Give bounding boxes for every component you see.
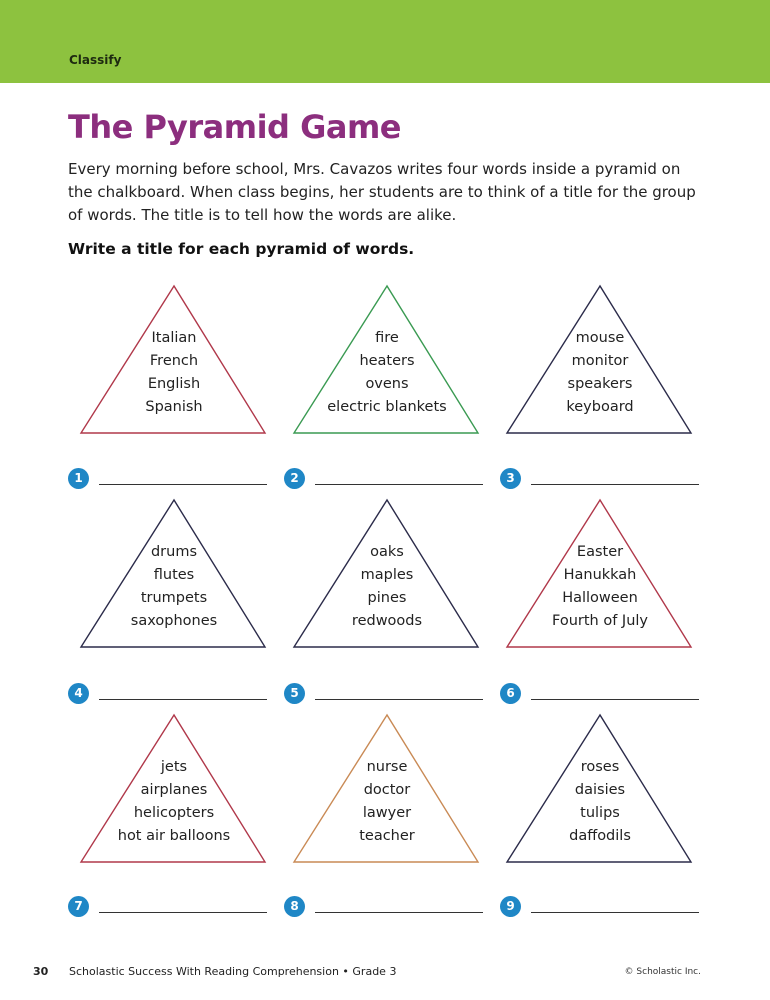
answer-row-3 bbox=[500, 468, 720, 492]
pyramid-word: fire bbox=[375, 330, 399, 346]
number-badge: 6 bbox=[500, 683, 521, 704]
pyramid-word: lawyer bbox=[362, 805, 412, 821]
pyramid-word: roses bbox=[580, 759, 620, 775]
number-badge: 1 bbox=[68, 468, 89, 489]
pyramid-word-list bbox=[505, 541, 695, 633]
number-badge: 8 bbox=[284, 896, 305, 917]
pyramid-word: English bbox=[147, 376, 201, 392]
pyramid-word: drums bbox=[150, 544, 198, 560]
pyramid-word: trumpets bbox=[140, 590, 208, 606]
answer-line[interactable] bbox=[315, 699, 483, 700]
answer-row-9 bbox=[500, 896, 720, 920]
pyramid-1 bbox=[79, 284, 269, 436]
answer-line[interactable] bbox=[99, 912, 267, 913]
number-badge: 3 bbox=[500, 468, 521, 489]
pyramid-word: heaters bbox=[359, 353, 415, 369]
pyramid-word: oaks bbox=[370, 544, 404, 560]
number-badge: 2 bbox=[284, 468, 305, 489]
answer-row-8 bbox=[284, 896, 504, 920]
answer-row-2 bbox=[284, 468, 504, 492]
answer-line[interactable] bbox=[99, 484, 267, 485]
pyramid-4 bbox=[79, 498, 269, 650]
section-label: Classify bbox=[69, 53, 122, 67]
intro-paragraph: Every morning before school, Mrs. Cavazos writes four words inside a pyramid on the chalkboard. When class begins, her students are to think of a title for the group of words. The title is to tell how the words are alike. bbox=[68, 160, 696, 224]
pyramid-word: saxophones bbox=[130, 613, 218, 629]
copyright: © Scholastic Inc. bbox=[624, 967, 701, 977]
page-number: 30 bbox=[33, 965, 49, 978]
pyramid-word-list bbox=[292, 541, 482, 633]
pyramid-word: hot air balloons bbox=[117, 828, 231, 844]
pyramid-word: speakers bbox=[567, 376, 633, 392]
pyramid-word: Spanish bbox=[145, 399, 203, 415]
book-title: Scholastic Success With Reading Comprehension • Grade 3 bbox=[69, 965, 397, 978]
pyramid-word-list bbox=[79, 327, 269, 419]
pyramid-6 bbox=[505, 498, 695, 650]
pyramid-word-list bbox=[292, 756, 482, 848]
header-banner bbox=[0, 0, 770, 83]
pyramid-word-list bbox=[505, 327, 695, 419]
pyramid-word: nurse bbox=[366, 759, 408, 775]
pyramid-3 bbox=[505, 284, 695, 436]
pyramid-word: jets bbox=[160, 759, 188, 775]
pyramid-word: Easter bbox=[576, 544, 624, 560]
pyramid-word: daffodils bbox=[569, 828, 631, 844]
pyramid-word-list bbox=[505, 756, 695, 848]
number-badge: 5 bbox=[284, 683, 305, 704]
pyramid-word-list bbox=[79, 756, 269, 848]
pyramid-word: tulips bbox=[580, 805, 620, 821]
pyramid-word: French bbox=[149, 353, 199, 369]
number-badge: 7 bbox=[68, 896, 89, 917]
pyramid-word: doctor bbox=[363, 782, 411, 798]
answer-line[interactable] bbox=[315, 912, 483, 913]
pyramid-word: redwoods bbox=[351, 613, 423, 629]
pyramid-word: maples bbox=[360, 567, 414, 583]
pyramid-word: teacher bbox=[359, 828, 415, 844]
pyramid-word: Halloween bbox=[562, 590, 638, 606]
pyramid-word: keyboard bbox=[566, 399, 634, 415]
pyramid-word: daisies bbox=[574, 782, 626, 798]
pyramid-word-list bbox=[79, 541, 269, 633]
pyramid-word: monitor bbox=[571, 353, 629, 369]
pyramid-8 bbox=[292, 713, 482, 865]
pyramid-2 bbox=[292, 284, 482, 436]
answer-line[interactable] bbox=[99, 699, 267, 700]
answer-line[interactable] bbox=[315, 484, 483, 485]
pyramid-word: Hanukkah bbox=[563, 567, 637, 583]
answer-row-1 bbox=[68, 468, 288, 492]
answer-row-6 bbox=[500, 683, 720, 707]
pyramid-word: airplanes bbox=[140, 782, 208, 798]
pyramid-word: pines bbox=[367, 590, 407, 606]
answer-line[interactable] bbox=[531, 912, 699, 913]
pyramid-word: flutes bbox=[153, 567, 195, 583]
answer-row-4 bbox=[68, 683, 288, 707]
instruction-text: Write a title for each pyramid of words. bbox=[68, 240, 415, 258]
pyramid-9 bbox=[505, 713, 695, 865]
pyramid-word: electric blankets bbox=[327, 399, 447, 415]
pyramid-word: Italian bbox=[151, 330, 197, 346]
pyramid-word: helicopters bbox=[133, 805, 215, 821]
number-badge: 9 bbox=[500, 896, 521, 917]
number-badge: 4 bbox=[68, 683, 89, 704]
page-title: The Pyramid Game bbox=[68, 108, 401, 146]
answer-line[interactable] bbox=[531, 699, 699, 700]
pyramid-word: Fourth of July bbox=[552, 613, 648, 629]
pyramid-5 bbox=[292, 498, 482, 650]
answer-row-7 bbox=[68, 896, 288, 920]
pyramid-word: mouse bbox=[575, 330, 625, 346]
pyramid-word: ovens bbox=[365, 376, 409, 392]
answer-row-5 bbox=[284, 683, 504, 707]
answer-line[interactable] bbox=[531, 484, 699, 485]
pyramid-word-list bbox=[292, 327, 482, 419]
pyramid-7 bbox=[79, 713, 269, 865]
